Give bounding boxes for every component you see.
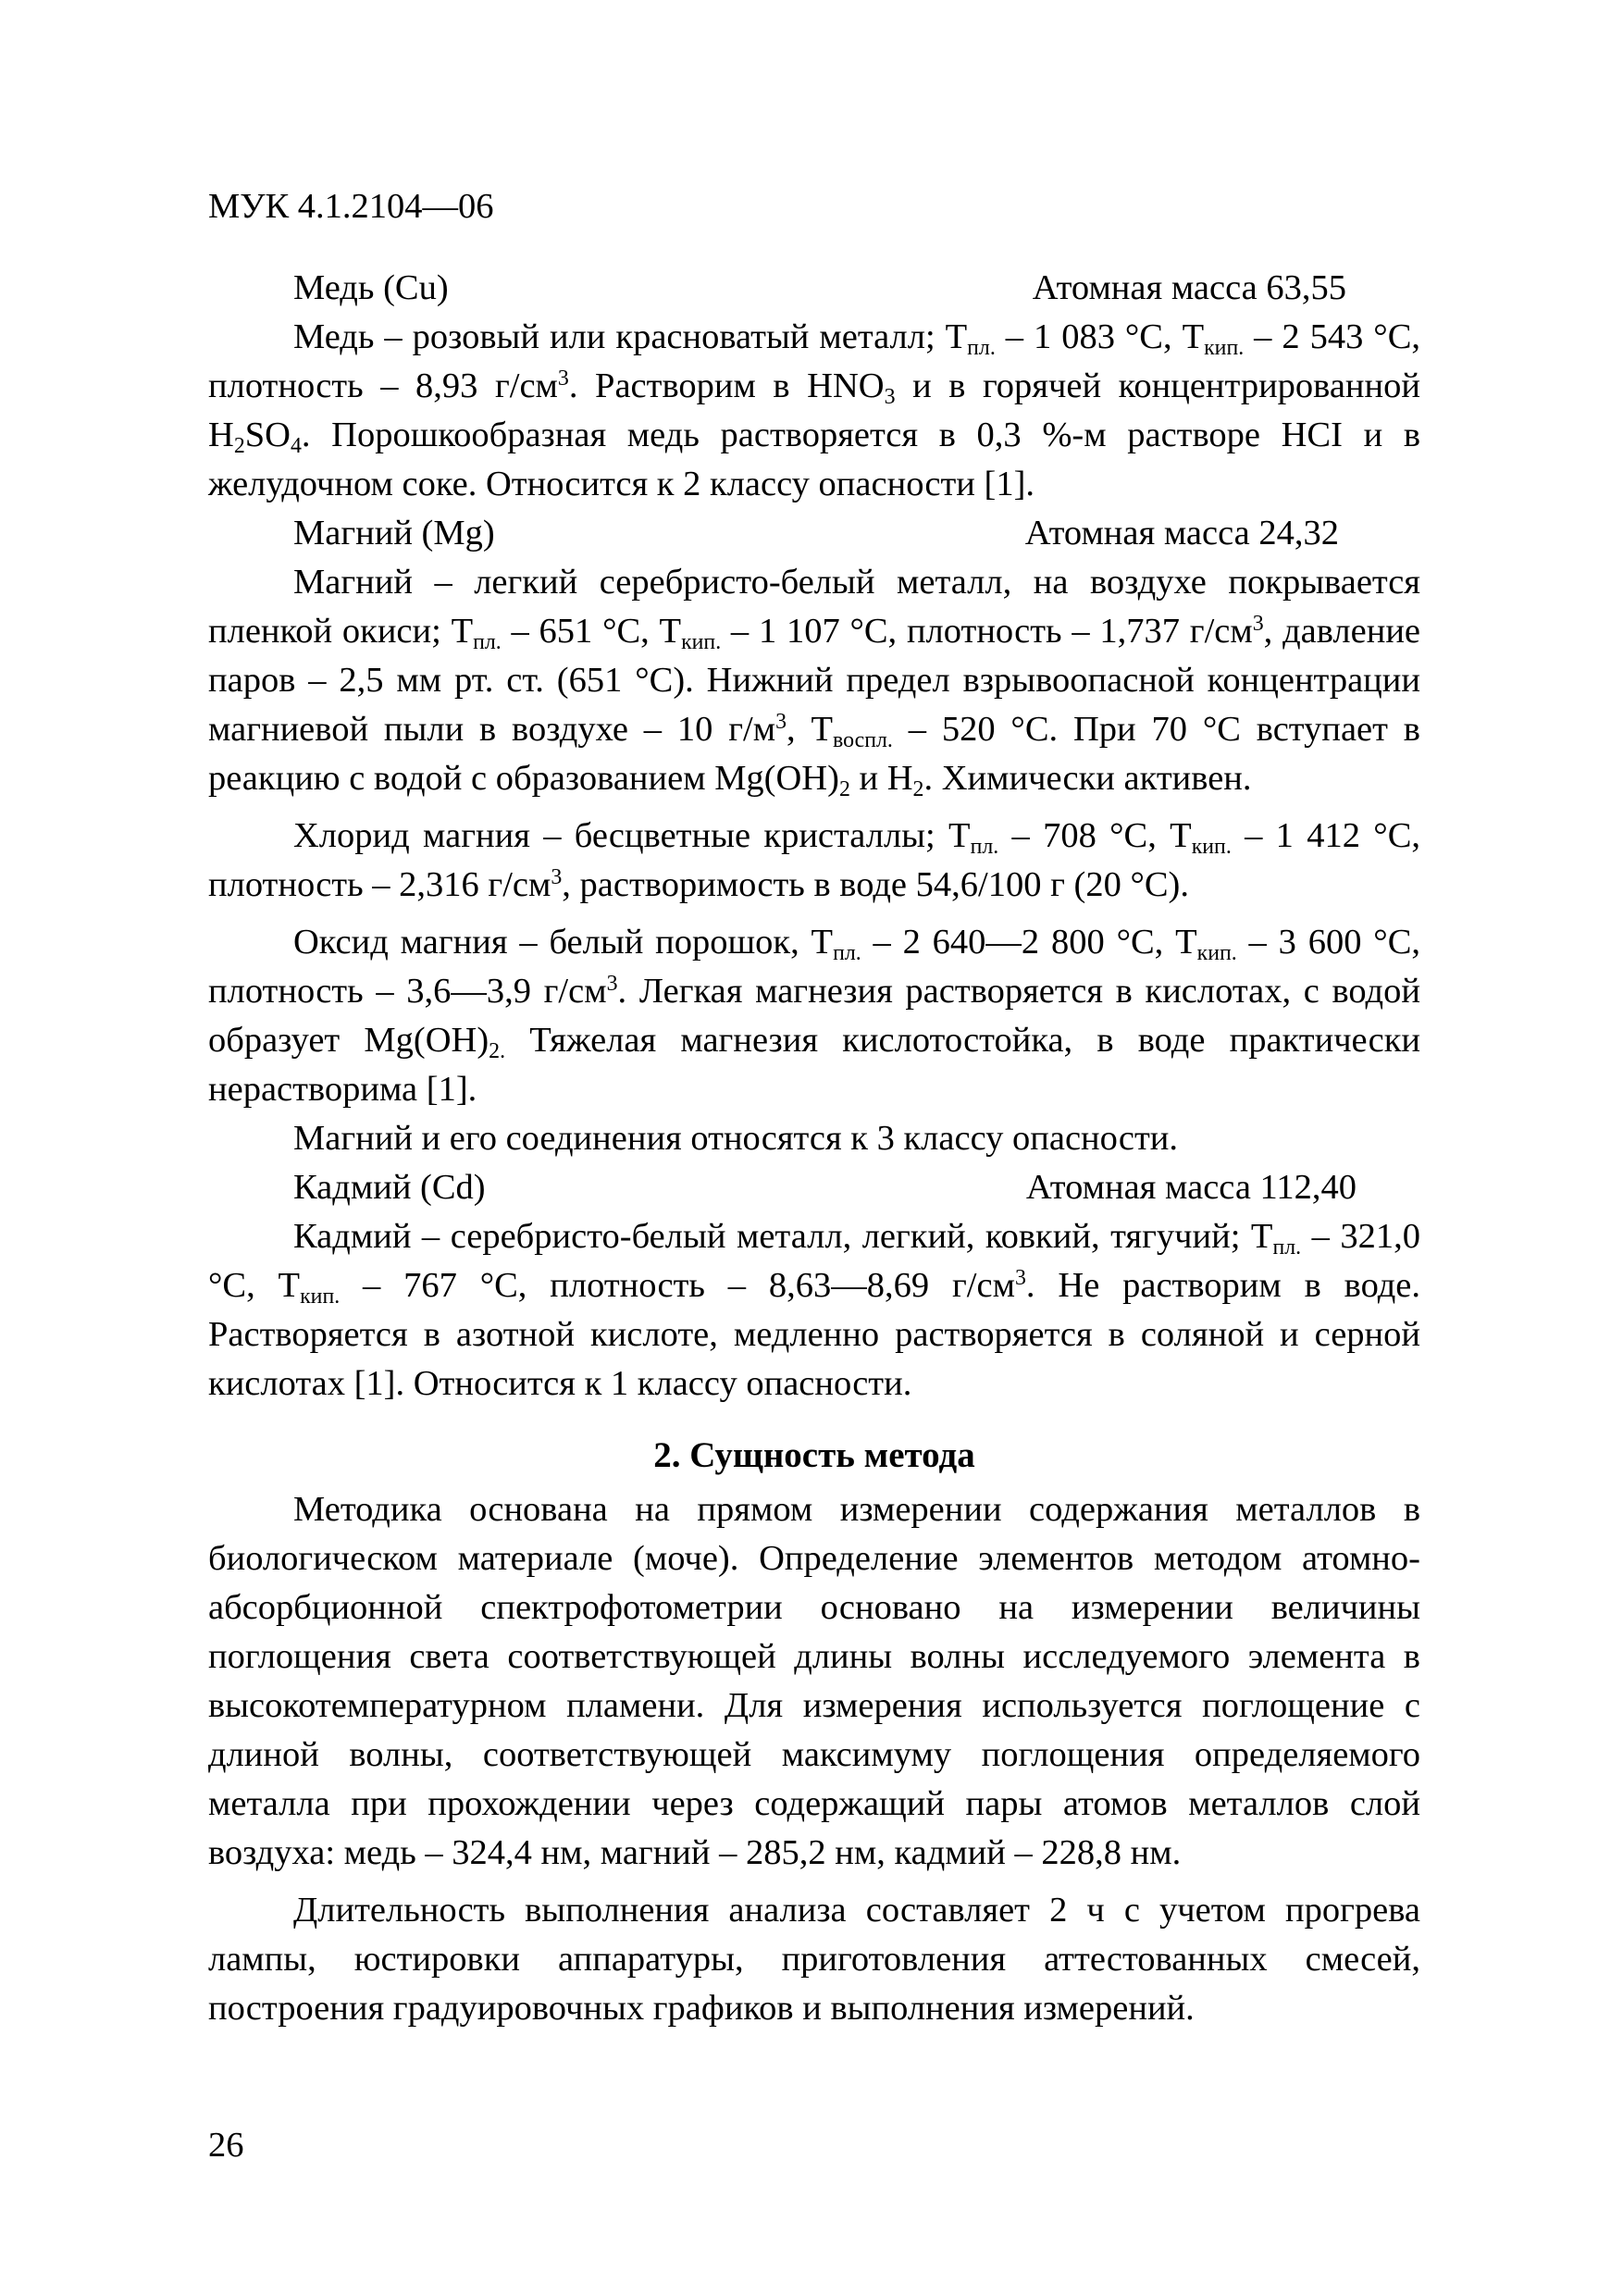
running-header: МУК 4.1.2104—06 <box>208 187 494 226</box>
magnesium-title-row <box>208 509 1420 558</box>
page-body <box>208 264 1420 2033</box>
copper-description: Медь – розовый или красноватый металл; $Т_{пл.} - 1$ 083 °С, $Т_{кип.} - 2$ 543 °С, плотность – 8,93 $г/см^3$. Растворим в $HNO_3$ и в горячей концентрированной $H_2SO_4$. Порошкообразная медь растворяется в 0,3 %-м растворе HCI и в желудочном соке. Относится к 2 классу опасности [1]. <box>208 317 1421 503</box>
section-heading: 2. Сущность метода <box>653 1435 975 1475</box>
page-number: 26 <box>208 2126 244 2165</box>
magnesium-oxide-description: Оксид магния – белый порошок, $Т_{пл.} - 2$ 640—2 800 °С, $Т_{кип.} - 3$ 600 °С, плотность – 3,6—3,9 $г/см^3$. Легкая магнезия растворяется в кислотах, с водой образует $Mg(OH)_{2.}$ Тяжелая магнезия кислотостойка, в воде практически нерастворима [1]. <box>208 923 1421 1109</box>
copper-atomic-mass: Атомная масса 63,55 <box>1032 268 1346 307</box>
magnesium-name: Магний (Mg) <box>293 514 495 552</box>
magnesium-hazard-class: Магний и его соединения относятся к 3 классу опасности. <box>293 1119 1179 1158</box>
magnesium-chloride-description: Хлорид магния – бесцветные кристаллы; $Т_{пл.} - 708$ °С, $Т_{кип.} - 1$ 412 °С, плотность – 2,316 $г/см^3$, растворимость в воде 54,6/100 г (20 °С). <box>208 816 1420 904</box>
magnesium-atomic-mass: Атомная масса 24,32 <box>1024 514 1339 552</box>
method-paragraph-1: Методика основана на прямом измерении содержания металлов в биологическом материале (моче). Определение элементов методом атомно-абсорбционной спектрофотометрии основано на измерении величины поглощения света соответствующей длины волны исследуемого элемента в высокотемпературном пламени. Для измерения используется поглощение с длиной волны, соответствующей максимуму поглощения определяемого металла при прохождении через содержащий пары атомов металлов слой воздуха: медь – 324,4 нм, магний – 285,2 нм, кадмий – 228,8 нм. <box>208 1490 1420 1872</box>
cadmium-name: Кадмий (Cd) <box>293 1168 486 1207</box>
cadmium-title-row <box>208 1163 1420 1212</box>
copper-title-row <box>208 264 1420 313</box>
cadmium-atomic-mass: Атомная масса 112,40 <box>1025 1168 1357 1207</box>
magnesium-description: Магний – легкий серебристо-белый металл, на воздухе покрывается пленкой окиси; $Т_{пл.} - 651$ °С, $Т_{кип.} - 1$ 107 °С, плотность – 1,737 $г/см^3$, давление паров – 2,5 мм рт. ст. (651 °С). Нижний предел взрывоопасной концентрации магниевой пыли в воздухе – 10 $г/м^3$, $Т_{воспл.} - 520$ °С. При 70 °С вступает в реакцию с водой с образованием $Mg(OH)_2$ и $H_2$. Химически активен. <box>208 563 1421 802</box>
copper-name: Медь (Cu) <box>293 268 449 307</box>
cadmium-description: Кадмий – серебристо-белый металл, легкий, ковкий, тягучий; $Т_{пл.} - 321,0$ °С, $Т_{кип.} - 767$ °С, плотность – 8,63—8,69 $г/см^3$. Не растворим в воде. Растворяется в азотной кислоте, медленно растворяется в соляной и серной кислотах [1]. Относится к 1 классу опасности. <box>208 1217 1421 1403</box>
method-paragraph-2: Длительность выполнения анализа составляет 2 ч с учетом прогрева лампы, юстировки аппаратуры, приготовления аттестованных смесей, построения градуировочных графиков и выполнения измерений. <box>208 1891 1420 2028</box>
